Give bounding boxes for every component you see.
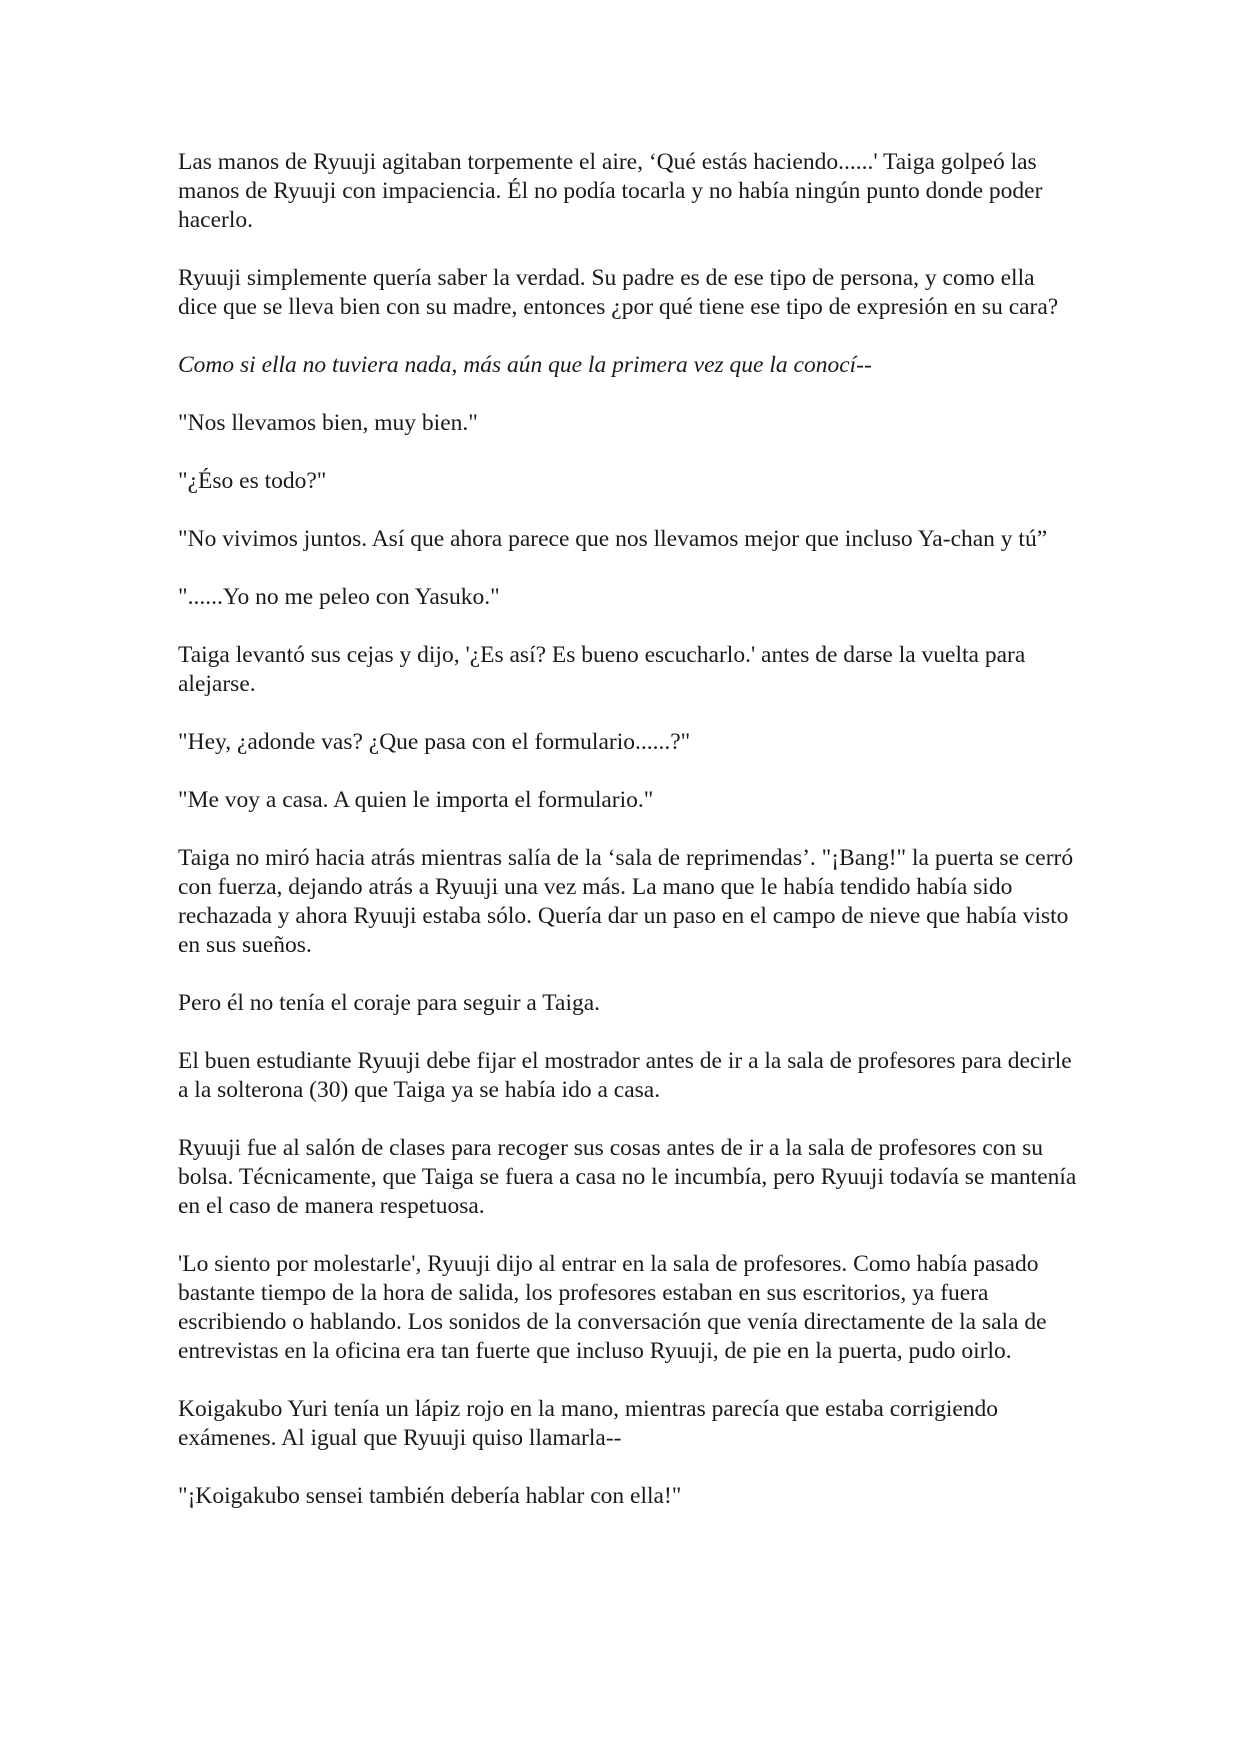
italic-paragraph: Como si ella no tuviera nada, más aún que la primera vez que la conocí-- — [178, 352, 872, 378]
dialogue-line: "No vivimos juntos. Así que ahora parece que nos llevamos mejor que incluso Ya-chan y tú” — [178, 526, 1048, 552]
text-body — [178, 148, 1078, 1511]
paragraph: Pero él no tenía el coraje para seguir a Taiga. — [178, 990, 601, 1016]
dialogue-line: "¡Koigakubo sensei también debería hablar con ella!" — [178, 1483, 682, 1509]
paragraph: Las manos de Ryuuji agitaban torpemente el aire, ‘Qué estás haciendo......' Taiga golpeó las manos de Ryuuji con impaciencia. Él no podía tocarla y no había ningún punto donde poder hacerlo. — [178, 149, 1043, 233]
paragraph: Koigakubo Yuri tenía un lápiz rojo en la mano, mientras parecía que estaba corrigiendo exámenes. Al igual que Ryuuji quiso llamarla-- — [178, 1396, 999, 1451]
dialogue-line: "Hey, ¿adonde vas? ¿Que pasa con el formulario......?" — [178, 729, 691, 755]
dialogue-line: "Nos llevamos bien, muy bien." — [178, 410, 478, 436]
paragraph: Taiga levantó sus cejas y dijo, '¿Es así? Es bueno escucharlo.' antes de darse la vuelta para alejarse. — [178, 642, 1026, 697]
paragraph: Taiga no miró hacia atrás mientras salía de la ‘sala de reprimendas’. "¡Bang!" la puerta se cerró con fuerza, dejando atrás a Ryuuji una vez más. La mano que le había tendido había sido rechazada y ahora Ryuuji estaba sólo. Quería dar un paso en el campo de nieve que había visto en sus sueños. — [178, 845, 1074, 958]
dialogue-line: "......Yo no me peleo con Yasuko." — [178, 584, 500, 610]
paragraph: El buen estudiante Ryuuji debe fijar el mostrador antes de ir a la sala de profesores para decirle a la solterona (30) que Taiga ya se había ido a casa. — [178, 1048, 1072, 1103]
dialogue-line: "¿Éso es todo?" — [178, 468, 327, 494]
paragraph: Ryuuji simplemente quería saber la verdad. Su padre es de ese tipo de persona, y como ella dice que se lleva bien con su madre, entonces ¿por qué tiene ese tipo de expresión en su cara? — [178, 265, 1059, 320]
paragraph: Ryuuji fue al salón de clases para recoger sus cosas antes de ir a la sala de profesores con su bolsa. Técnicamente, que Taiga se fuera a casa no le incumbía, pero Ryuuji todavía se mantenía en el caso de manera respetuosa. — [178, 1135, 1077, 1219]
dialogue-line: "Me voy a casa. A quien le importa el formulario." — [178, 787, 654, 813]
paragraph: 'Lo siento por molestarle', Ryuuji dijo al entrar en la sala de profesores. Como había pasado bastante tiempo de la hora de salida, los profesores estaban en sus escritorios, ya fuera escribiendo o hablando. Los sonidos de la conversación que venía directamente de la sala de entrevistas en la oficina era tan fuerte que incluso Ryuuji, de pie en la puerta, pudo oirlo. — [178, 1251, 1047, 1364]
